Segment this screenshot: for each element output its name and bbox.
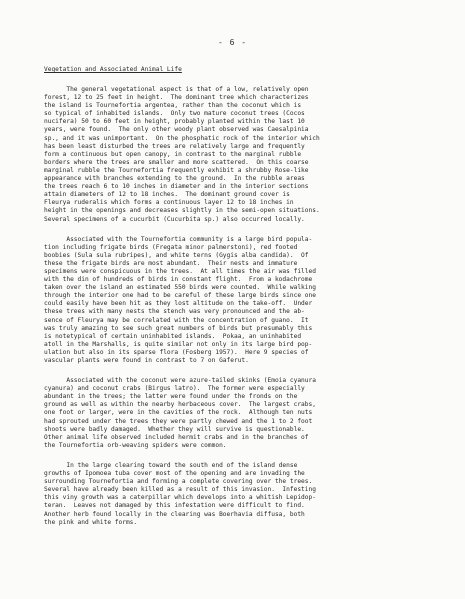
text-line: sp., and it was unimportant. On the phosphatic rock of the interior which: [44, 134, 320, 142]
text-line: through the interior one had to be careful of these large birds since one: [44, 292, 316, 300]
section-heading: Vegetation and Associated Animal Life: [44, 66, 182, 73]
text-line: atoll in the Marshalls, is quite similar not only in its large bird pop-: [44, 340, 313, 348]
text-line: Associated with the coconut were azure-tailed skinks (Emoia cyanura: [44, 377, 316, 385]
paragraph-gap: [44, 370, 434, 377]
text-line: forest, 12 to 25 feet in height. The dominant tree which characterizes: [44, 94, 309, 102]
text-line: teran. Leaves not damaged by this infestation were difficult to find.: [44, 502, 305, 510]
document-body: [44, 86, 434, 532]
paragraph-gap: [44, 455, 434, 462]
text-line: surrounding Tournefortia and forming a complete covering over the trees.: [44, 478, 313, 486]
text-line: form a continuous but open canopy, in contrast to the marginal rubble: [44, 150, 302, 158]
text-line: shoots were badly damaged. Whether they will survive is questionable.: [44, 425, 305, 433]
text-line: these trees with many nests the stench was very pronounced and the ab-: [44, 308, 305, 316]
text-line: this viny growth was a caterpillar which develops into a whitish Lepidop-: [44, 494, 316, 502]
text-line: borders where the trees are smaller and more scattered. On this coarse: [44, 158, 309, 166]
text-line: tion including frigate birds (Fregata minor palmerstoni), red footed: [44, 243, 298, 251]
text-line: with the din of hundreds of birds in constant flight. From a kodachrome: [44, 276, 313, 284]
text-line: cyanura) and coconut crabs (Birgus latro). The former were especially: [44, 385, 305, 393]
text-line: had sprouted under the trees they were partly chewed and the 1 to 2 foot: [44, 417, 313, 425]
paragraph: [44, 236, 434, 366]
paragraph: [44, 377, 434, 450]
text-line: taken over the island an estimated 550 birds were counted. While walking: [44, 284, 316, 292]
text-line: nucifera) 50 to 60 feet in height, probably planted within the last 10: [44, 118, 305, 126]
page-number: - 6 -: [217, 38, 248, 47]
text-line: specimens were conspicuous in the trees. At all times the air was filled: [44, 267, 316, 275]
text-line: Other animal life observed included hermit crabs and in the branches of: [44, 433, 309, 441]
text-line: the pink and white forms.: [44, 518, 138, 526]
text-line: growths of Ipomoea tuba cover most of the opening and are invading the: [44, 470, 305, 478]
text-line: boobies (Sula sula rubripes), and white terns (Gygis alba candida). Of: [44, 251, 309, 259]
text-line: vascular plants were found in contrast to 7 on Gaferut.: [44, 357, 249, 364]
paragraph: [44, 462, 434, 527]
text-line: The general vegetational aspect is that of a low, relatively open: [44, 86, 309, 93]
text-line: sence of Fleurya may be correlated with the concentration of guano. It: [44, 316, 309, 324]
text-line: attain diameters of 12 to 18 inches. The dominant ground cover is: [44, 191, 290, 199]
text-line: Another herb found locally in the clearing was Boerhavia diffusa, both: [44, 510, 305, 518]
text-line: has been least disturbed the trees are relatively large and frequently: [44, 142, 305, 150]
text-line: Several have already been killed as a result of this invasion. Infesting: [44, 486, 316, 494]
text-line: the island is Tournefortia argentea, rather than the coconut which is: [44, 102, 302, 110]
text-line: one foot or larger, were in the cavities of the rock. Although ten nuts: [44, 409, 313, 417]
text-line: height in the openings and decreases slightly in the semi-open situations.: [44, 207, 320, 215]
text-line: so typical of inhabited islands. Only two mature coconut trees (Cocos: [44, 110, 305, 118]
text-line: years, were found. The only other woody plant observed was Caesalpinia: [44, 126, 309, 134]
text-line: ground as well as within the nearby herbaceous cover. The largest crabs,: [44, 401, 316, 409]
text-line: Fleurya ruderalis which forms a continuous layer 12 to 18 inches in: [44, 199, 294, 207]
text-line: abundant in the trees; the latter were found under the fronds on the: [44, 393, 298, 401]
text-line: Several specimens of a cucurbit (Cucurbita sp.) also occurred locally.: [44, 215, 305, 223]
paragraph: [44, 86, 434, 224]
text-line: ulation but also in its sparse flora (Fosberg 1957). Here 9 species of: [44, 348, 309, 356]
text-line: these the frigate birds are most abundant. Their nests and immature: [44, 259, 298, 267]
paragraph-gap: [44, 229, 434, 236]
text-line: is notetypical of certain uninhabited islands. Pokaa, an uninhabited: [44, 332, 302, 340]
text-line: appearance with branches extending to the ground. In the rubble areas: [44, 175, 305, 183]
text-line: marginal rubble the Tournefortia frequently exhibit a shrubby Rose-like: [44, 166, 309, 174]
text-line: In the large clearing toward the south end of the island dense: [44, 461, 298, 469]
text-line: could easily have been hit as they lost altitude on the take-off. Under: [44, 300, 313, 308]
text-line: the Tournefortia orb-weaving spiders were common.: [44, 441, 227, 449]
text-line: the trees reach 6 to 10 inches in diameter and in the interior sections: [44, 183, 309, 191]
text-line: Associated with the Tournefortia community is a large bird popula-: [44, 235, 313, 243]
text-line: was truly amazing to see such great numbers of birds but presumably this: [44, 324, 313, 332]
